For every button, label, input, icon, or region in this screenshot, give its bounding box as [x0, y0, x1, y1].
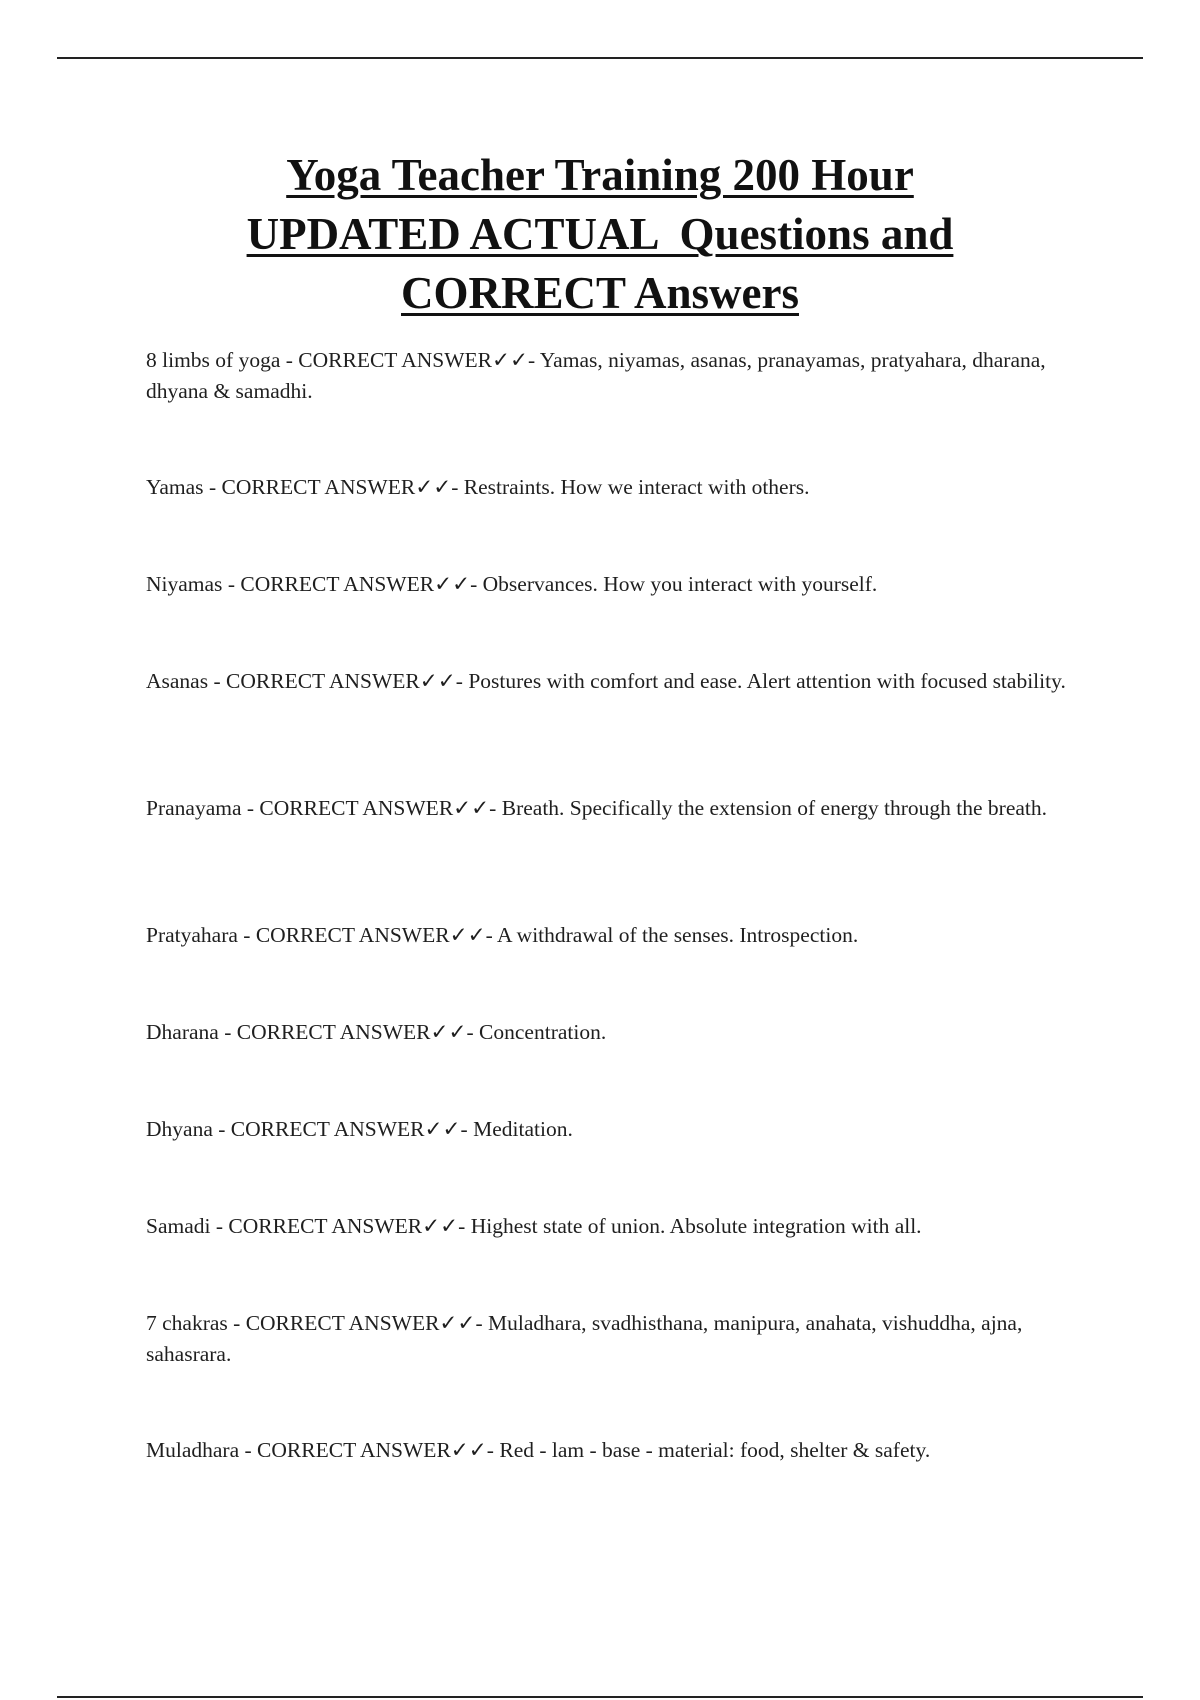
qa-item — [146, 1017, 1066, 1048]
answer-marker: - CORRECT ANSWER✓✓- — [227, 1311, 488, 1335]
qa-answer: Restraints. How we interact with others. — [463, 475, 810, 499]
qa-answer: Meditation. — [473, 1117, 573, 1141]
qa-answer: Postures with comfort and ease. Alert attention with focused stability. — [468, 669, 1066, 693]
answer-marker: - CORRECT ANSWER✓✓- — [218, 1020, 480, 1044]
qa-term: 8 limbs of yoga — [146, 348, 281, 372]
title-line-2: UPDATED ACTUAL Questions and — [246, 209, 954, 259]
qa-term: Niyamas — [146, 572, 223, 596]
qa-term: Dharana — [146, 1020, 219, 1044]
qa-item — [146, 666, 1066, 697]
answer-marker: - CORRECT ANSWER✓✓- — [222, 572, 483, 596]
answer-marker: - CORRECT ANSWER✓✓- — [237, 923, 497, 947]
qa-term: Pratyahara — [146, 923, 238, 947]
qa-term: 7 chakras — [146, 1311, 228, 1335]
qa-item — [146, 1308, 1066, 1370]
qa-term: Dhyana — [146, 1117, 213, 1141]
qa-item — [146, 1435, 1066, 1466]
qa-term: Muladhara — [146, 1438, 240, 1462]
answer-marker: - CORRECT ANSWER✓✓- — [210, 1214, 471, 1238]
answer-marker: - CORRECT ANSWER✓✓- — [208, 669, 469, 693]
answer-marker: - CORRECT ANSWER✓✓- — [239, 1438, 500, 1462]
qa-term: Yamas — [146, 475, 204, 499]
qa-item — [146, 345, 1066, 407]
title-line-1: Yoga Teacher Training 200 Hour — [286, 150, 914, 200]
answer-marker: - CORRECT ANSWER✓✓- — [203, 475, 464, 499]
qa-item — [146, 472, 1066, 503]
answer-marker: - CORRECT ANSWER✓✓- — [241, 796, 502, 820]
qa-term: Asanas — [146, 669, 209, 693]
qa-term: Samadi — [146, 1214, 211, 1238]
answer-marker: - CORRECT ANSWER✓✓- — [212, 1117, 474, 1141]
qa-answer: Observances. How you interact with yourself. — [482, 572, 878, 596]
qa-answer: Muladhara, svadhisthana, manipura, anahata, vishuddha, ajna, sahasrara. — [146, 1311, 1023, 1366]
qa-item — [146, 1114, 1066, 1145]
top-rule — [57, 57, 1143, 59]
document-title — [0, 146, 1200, 323]
qa-item — [146, 1211, 1066, 1242]
qa-answer: Red - lam - base - material: food, shelter & safety. — [499, 1438, 931, 1462]
qa-answer: Breath. Specifically the extension of energy through the breath. — [501, 796, 1048, 820]
qa-item — [146, 569, 1066, 600]
qa-item — [146, 793, 1066, 824]
qa-term: Pranayama — [146, 796, 242, 820]
title-line-3: CORRECT Answers — [401, 268, 799, 318]
qa-answer: Concentration. — [479, 1020, 607, 1044]
qa-answer: Highest state of union. Absolute integration with all. — [470, 1214, 922, 1238]
answer-marker: - CORRECT ANSWER✓✓- — [280, 348, 540, 372]
qa-answer: Yamas, niyamas, asanas, pranayamas, pratyahara, dharana, dhyana & samadhi. — [146, 348, 1046, 403]
bottom-rule — [57, 1696, 1143, 1698]
qa-answer: A withdrawal of the senses. Introspection. — [496, 923, 859, 947]
qa-item — [146, 920, 1066, 951]
